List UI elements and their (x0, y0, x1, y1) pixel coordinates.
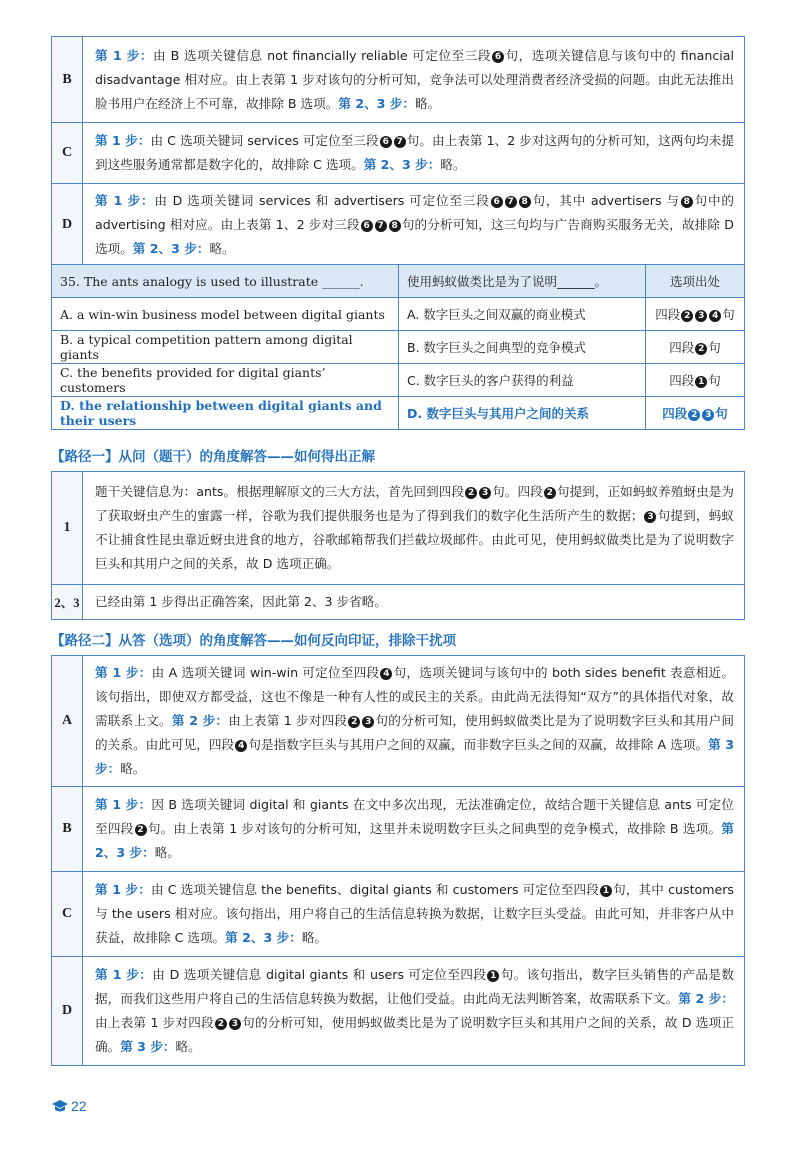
option-letter: C (52, 123, 83, 184)
option-en: C. the benefits provided for digital giants’ customers (52, 364, 399, 397)
option-cn: B. 数字巨头之间典型的竞争模式 (399, 331, 646, 364)
analysis-text: 第 1 步：由 A 选项关键词 win-win 可定位至四段 4 句，选项关键词与该句中的 both sides benefit 表意相近。该句指出，即使双方都受益，这也不像是一种有人性的或民主的关系。由此尚无法得知“双方”的具体指代对象，故需联系上文。第 2 步：由上表第 1 步对四段 2 3 句的分析可知，使用蚂蚁做类比是为了说明数字巨头和其用户间的关系。由此可见，四段 4 句是指数字巨头与其用户之间的双赢，而非数字巨头之间的双赢，故排除 A 选项。第 3 步：略。 (83, 656, 745, 787)
option-letter: B (52, 787, 83, 872)
question-cn: 使用蚂蚁做类比是为了说明______。 (399, 265, 646, 298)
option-source: 四段 2 句 (646, 331, 745, 364)
option-en: D. the relationship between digital giants and their users (52, 397, 399, 430)
table-row (52, 957, 745, 1066)
page-number: 22 (51, 1098, 87, 1114)
table-row (52, 787, 745, 872)
top-analysis-table (51, 36, 745, 267)
table-row (52, 364, 745, 397)
table-row (52, 184, 745, 267)
option-en: B. a typical competition pattern among digital giants (52, 331, 399, 364)
path2-heading: 【路径二】从答（选项）的角度解答——如何反向印证，排除干扰项 (51, 633, 456, 649)
question-en: 35. The ants analogy is used to illustrate ______. (52, 265, 399, 298)
table-row-correct (52, 397, 745, 430)
option-source: 四段 1 句 (646, 364, 745, 397)
analysis-text: 第 1 步：由 C 选项关键信息 the benefits、digital giants 和 customers 可定位至四段 1 句，其中 customers 与 the users 相对应。该句指出，用户将自己的生活信息转换为数据，让数字巨头受益。由此可知，并非客户从中获益，故排除 C 选项。第 2、3 步：略。 (83, 872, 745, 957)
option-letter: D (52, 184, 83, 267)
analysis-text: 第 1 步：由 C 选项关键词 services 可定位至三段 6 7 句。由上表第 1、2 步对这两句的分析可知，这两句均未提到这些服务通常都是数字化的，故排除 C 选项。第 2、3 步：略。 (83, 123, 745, 184)
table-row (52, 472, 745, 585)
table-header-row (52, 265, 745, 298)
option-source: 四段 2 3 4 句 (646, 298, 745, 331)
table-row (52, 872, 745, 957)
graduation-cap-icon (51, 1099, 69, 1113)
analysis-text: 第 1 步：由 D 选项关键词 services 和 advertisers 可定位至三段 6 7 8 句，其中 advertisers 与 8 句中的 advertising 相对应。由上表第 1、2 步对三段 6 7 8 句的分析可知，这三句均与广告商购买服务无关，故排除 D 选项。第 2、3 步：略。 (83, 184, 745, 267)
option-letter: B (52, 37, 83, 123)
path2-table (51, 655, 745, 1066)
table-row (52, 37, 745, 123)
analysis-text: 第 1 步：因 B 选项关键词 digital 和 giants 在文中多次出现，无法准确定位，故结合题干关键信息 ants 可定位至四段 2 句。由上表第 1 步对该句的分析可知，这里并未说明数字巨头之间典型的竞争模式，故排除 B 选项。第 2、3 步：略。 (83, 787, 745, 872)
analysis-text: 第 1 步：由 D 选项关键信息 digital giants 和 users 可定位至四段 1 句。该句指出，数字巨头销售的产品是数据，而我们这些用户将自己的生活信息转换为数据，让他们受益。由此尚无法判断答案，故需联系下文。第 2 步：由上表第 1 步对四段 2 3 句的分析可知，使用蚂蚁做类比是为了说明数字巨头和其用户之间的关系，故 D 选项正确。第 3 步：略。 (83, 957, 745, 1066)
table-row (52, 298, 745, 331)
table-row (52, 585, 745, 620)
path1-heading: 【路径一】从问（题干）的角度解答——如何得出正解 (51, 449, 375, 465)
table-row (52, 331, 745, 364)
step-label: 2、3 (52, 585, 83, 620)
option-letter: D (52, 957, 83, 1066)
option-letter: A (52, 656, 83, 787)
option-cn: D. 数字巨头与其用户之间的关系 (399, 397, 646, 430)
analysis-text: 题干关键信息为：ants。根据理解原文的三大方法，首先回到四段 2 3 句。四段 2 句提到，正如蚂蚁养殖蚜虫是为了获取蚜虫产生的蜜露一样，谷歌为我们提供服务也是为了得到我们的数字化生活所产生的数据； 3 句提到，蚂蚁不让捕食性昆虫靠近蚜虫进食的地方，谷歌邮箱帮我们拦截垃圾邮件。由此可见，使用蚂蚁做类比是为了说明数字巨头和其用户之间的关系，故 D 选项正确。 (83, 472, 745, 585)
option-cn: A. 数字巨头之间双赢的商业模式 (399, 298, 646, 331)
source-header: 选项出处 (646, 265, 745, 298)
option-cn: C. 数字巨头的客户获得的利益 (399, 364, 646, 397)
option-en: A. a win-win business model between digital giants (52, 298, 399, 331)
table-row (52, 656, 745, 787)
analysis-text: 已经由第 1 步得出正确答案，因此第 2、3 步省略。 (83, 585, 745, 620)
question-table (51, 264, 745, 430)
table-row (52, 123, 745, 184)
path1-table (51, 471, 745, 620)
option-source: 四段 2 3 句 (646, 397, 745, 430)
analysis-text: 第 1 步：由 B 选项关键信息 not financially reliable 可定位至三段 6 句，选项关键信息与该句中的 financial disadvantage 相对应。由上表第 1 步对该句的分析可知，竞争法可以处理消费者经济受损的问题。由此无法推出脸书用户在经济上不可靠，故排除 B 选项。第 2、3 步：略。 (83, 37, 745, 123)
step-label: 1 (52, 472, 83, 585)
option-letter: C (52, 872, 83, 957)
